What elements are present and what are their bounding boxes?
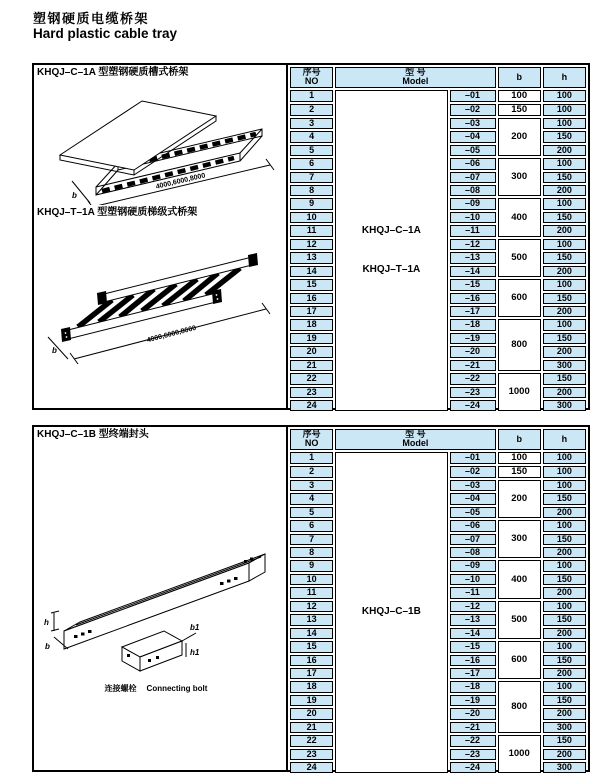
row-number-cell: 16 [290,293,333,304]
height-h-cell: 100 [543,279,586,290]
trough-tray-drawing [34,79,286,205]
drawings-column-2 [34,427,286,770]
model-suffix-cell: –14 [450,628,496,639]
height-h-cell: 100 [543,480,586,491]
model-suffix-cell: –21 [450,722,496,733]
model-suffix-cell: –03 [450,480,496,491]
drawing-caption-ladder: KHQJ–T–1A 型塑钢硬质梯级式桥架 [37,207,198,218]
height-h-cell: 100 [543,198,586,209]
width-b-cell: 1000 [498,735,541,773]
col-header-no: 序号 NO [290,429,333,450]
model-suffix-cell: –17 [450,306,496,317]
row-number-cell: 23 [290,749,333,760]
width-b-cell: 150 [498,466,541,478]
width-b1-dimension-label: b1 [190,623,200,632]
row-number-cell: 6 [290,158,333,169]
row-number-cell: 15 [290,641,333,652]
row-number-cell: 17 [290,668,333,679]
row-number-cell: 19 [290,333,333,344]
model-suffix-cell: –19 [450,333,496,344]
row-number-cell: 18 [290,319,333,330]
height-h-cell: 200 [543,185,586,196]
height-h-cell: 100 [543,158,586,169]
row-number-cell: 8 [290,547,333,558]
row-number-cell: 1 [290,452,333,464]
height-h-cell: 150 [543,212,586,223]
row-number-cell: 22 [290,735,333,746]
model-suffix-cell: –06 [450,520,496,531]
model-suffix-cell: –20 [450,708,496,719]
panel-tray-types [32,63,590,410]
height-h-cell: 200 [543,346,586,357]
height-h-cell: 300 [543,762,586,773]
row-number-cell: 17 [290,306,333,317]
model-suffix-cell: –14 [450,266,496,277]
model-suffix-cell: –19 [450,695,496,706]
model-suffix-cell: –10 [450,212,496,223]
width-b-dimension-label: b [45,642,50,651]
height-h-cell: 300 [543,400,586,411]
height-h-cell: 150 [543,131,586,142]
height-h-cell: 300 [543,360,586,371]
row-number-cell: 11 [290,587,333,598]
model-suffix-cell: –24 [450,400,496,411]
model-suffix-cell: –08 [450,547,496,558]
row-number-cell: 14 [290,628,333,639]
model-suffix-cell: –12 [450,239,496,250]
height-h-cell: 150 [543,493,586,504]
model-suffix-cell: –16 [450,655,496,666]
row-number-cell: 4 [290,493,333,504]
width-b-dimension-label: b [72,191,77,200]
width-b-cell: 100 [498,90,541,102]
height-h-dimension-label: h [44,618,49,627]
model-suffix-cell: –15 [450,641,496,652]
drawings-column-1 [34,65,286,408]
width-b-cell: 100 [498,452,541,464]
model-suffix-cell: –22 [450,735,496,746]
model-suffix-cell: –04 [450,131,496,142]
ladder-tray-drawing [34,219,286,401]
width-b-cell: 300 [498,158,541,196]
model-suffix-cell: –16 [450,293,496,304]
width-b-cell: 300 [498,520,541,558]
row-number-cell: 10 [290,212,333,223]
table-column-1 [286,65,588,408]
row-number-cell: 19 [290,695,333,706]
height-h-cell: 150 [543,735,586,746]
model-suffix-cell: –01 [450,452,496,464]
model-name-cell [335,90,447,412]
table-row [290,90,586,102]
row-number-cell: 2 [290,104,333,116]
row-number-cell: 16 [290,655,333,666]
width-b-cell: 400 [498,560,541,598]
height-h-cell: 150 [543,534,586,545]
width-b-cell: 500 [498,239,541,277]
row-number-cell: 21 [290,722,333,733]
model-suffix-cell: –23 [450,387,496,398]
width-b-cell: 1000 [498,373,541,411]
row-number-cell: 6 [290,520,333,531]
row-number-cell: 14 [290,266,333,277]
height-h-cell: 150 [543,293,586,304]
height-h-cell: 200 [543,145,586,156]
row-number-cell: 20 [290,708,333,719]
row-number-cell: 12 [290,601,333,612]
row-number-cell: 2 [290,466,333,478]
page-header [0,0,600,42]
model-suffix-cell: –02 [450,104,496,116]
model-suffix-cell: –07 [450,172,496,183]
height-h-cell: 100 [543,520,586,531]
height-h1-dimension-label: h1 [190,648,200,657]
height-h-cell: 100 [543,90,586,102]
model-suffix-cell: –23 [450,749,496,760]
row-number-cell: 11 [290,225,333,236]
col-header-b: b [498,67,541,88]
model-suffix-cell: –24 [450,762,496,773]
model-name: KHQJ–T–1A [362,263,421,275]
height-h-cell: 150 [543,252,586,263]
row-number-cell: 13 [290,614,333,625]
model-suffix-cell: –13 [450,614,496,625]
row-number-cell: 15 [290,279,333,290]
row-number-cell: 7 [290,534,333,545]
height-h-cell: 100 [543,104,586,116]
model-name: KHQJ–C–1A [361,225,421,237]
model-suffix-cell: –06 [450,158,496,169]
height-h-cell: 200 [543,225,586,236]
model-suffix-cell: –03 [450,118,496,129]
width-b-cell: 150 [498,104,541,116]
row-number-cell: 20 [290,346,333,357]
col-header-no: 序号 NO [290,67,333,88]
height-h-cell: 150 [543,614,586,625]
col-header-h: h [543,67,586,88]
height-h-cell: 200 [543,587,586,598]
model-suffix-cell: –05 [450,507,496,518]
col-header-h: h [543,429,586,450]
panel-end-cap [32,425,590,772]
height-h-cell: 100 [543,641,586,652]
size-table-c1a [288,65,588,413]
model-suffix-cell: –18 [450,319,496,330]
header-row [290,429,586,450]
table-row [290,452,586,464]
row-number-cell: 24 [290,400,333,411]
model-suffix-cell: –13 [450,252,496,263]
row-number-cell: 10 [290,574,333,585]
model-suffix-cell: –02 [450,466,496,478]
length-dimension-label: 4000,6000,8000 [146,324,197,345]
model-suffix-cell: –15 [450,279,496,290]
height-h-cell: 150 [543,172,586,183]
row-number-cell: 23 [290,387,333,398]
model-suffix-cell: –04 [450,493,496,504]
row-number-cell: 5 [290,507,333,518]
row-number-cell: 22 [290,373,333,384]
height-h-cell: 100 [543,452,586,464]
height-h-cell: 200 [543,306,586,317]
row-number-cell: 21 [290,360,333,371]
height-h-cell: 100 [543,681,586,692]
model-suffix-cell: –08 [450,185,496,196]
row-number-cell: 1 [290,90,333,102]
height-h-cell: 200 [543,708,586,719]
model-suffix-cell: –22 [450,373,496,384]
width-b-cell: 800 [498,681,541,733]
height-h-cell: 100 [543,601,586,612]
row-number-cell: 8 [290,185,333,196]
height-h-cell: 100 [543,466,586,478]
height-h-cell: 200 [543,266,586,277]
model-name: KHQJ–C–1B [361,606,421,618]
width-b-cell: 200 [498,118,541,156]
width-b-cell: 600 [498,279,541,317]
row-number-cell: 12 [290,239,333,250]
row-number-cell: 7 [290,172,333,183]
page-title-chinese: 塑钢硬质电缆桥架 [33,11,150,26]
col-header-model: 型 号 Model [335,67,495,88]
height-h-cell: 150 [543,695,586,706]
model-suffix-cell: –11 [450,225,496,236]
row-number-cell: 9 [290,560,333,571]
height-h-cell: 200 [543,507,586,518]
model-suffix-cell: –12 [450,601,496,612]
height-h-cell: 150 [543,655,586,666]
row-number-cell: 18 [290,681,333,692]
width-b-cell: 200 [498,480,541,518]
row-number-cell: 4 [290,131,333,142]
header-row [290,67,586,88]
model-suffix-cell: –09 [450,560,496,571]
width-b-cell: 600 [498,641,541,679]
height-h-cell: 200 [543,749,586,760]
length-dimension-label: 4000,6000,8000 [155,172,207,191]
size-table-c1b [288,427,588,775]
height-h-cell: 200 [543,628,586,639]
model-suffix-cell: –11 [450,587,496,598]
model-suffix-cell: –20 [450,346,496,357]
width-b-cell: 800 [498,319,541,371]
height-h-cell: 150 [543,373,586,384]
height-h-cell: 200 [543,387,586,398]
model-suffix-cell: –01 [450,90,496,102]
height-h-cell: 150 [543,333,586,344]
model-suffix-cell: –10 [450,574,496,585]
model-suffix-cell: –17 [450,668,496,679]
height-h-cell: 150 [543,574,586,585]
height-h-cell: 100 [543,118,586,129]
connecting-bolt-caption: 连接螺栓 Connecting bolt [104,684,208,693]
model-name-cell [335,452,447,774]
model-suffix-cell: –21 [450,360,496,371]
height-h-cell: 100 [543,239,586,250]
height-h-cell: 100 [543,319,586,330]
row-number-cell: 24 [290,762,333,773]
width-b-dimension-label: b [52,346,57,355]
width-b-cell: 400 [498,198,541,236]
col-header-b: b [498,429,541,450]
model-suffix-cell: –18 [450,681,496,692]
table-column-2 [286,427,588,770]
row-number-cell: 13 [290,252,333,263]
height-h-cell: 200 [543,668,586,679]
end-cap-drawing [34,551,284,701]
row-number-cell: 3 [290,118,333,129]
height-h-cell: 100 [543,560,586,571]
drawing-caption-end-cap: KHQJ–C–1B 型终端封头 [37,429,149,440]
model-suffix-cell: –09 [450,198,496,209]
row-number-cell: 3 [290,480,333,491]
col-header-model: 型 号 Model [335,429,495,450]
drawing-caption-trough: KHQJ–C–1A 型塑钢硬质槽式桥架 [37,67,189,78]
width-b-cell: 500 [498,601,541,639]
model-suffix-cell: –07 [450,534,496,545]
model-suffix-cell: –05 [450,145,496,156]
height-h-cell: 200 [543,547,586,558]
row-number-cell: 9 [290,198,333,209]
height-h-cell: 300 [543,722,586,733]
row-number-cell: 5 [290,145,333,156]
page-title-english: Hard plastic cable tray [33,26,178,41]
